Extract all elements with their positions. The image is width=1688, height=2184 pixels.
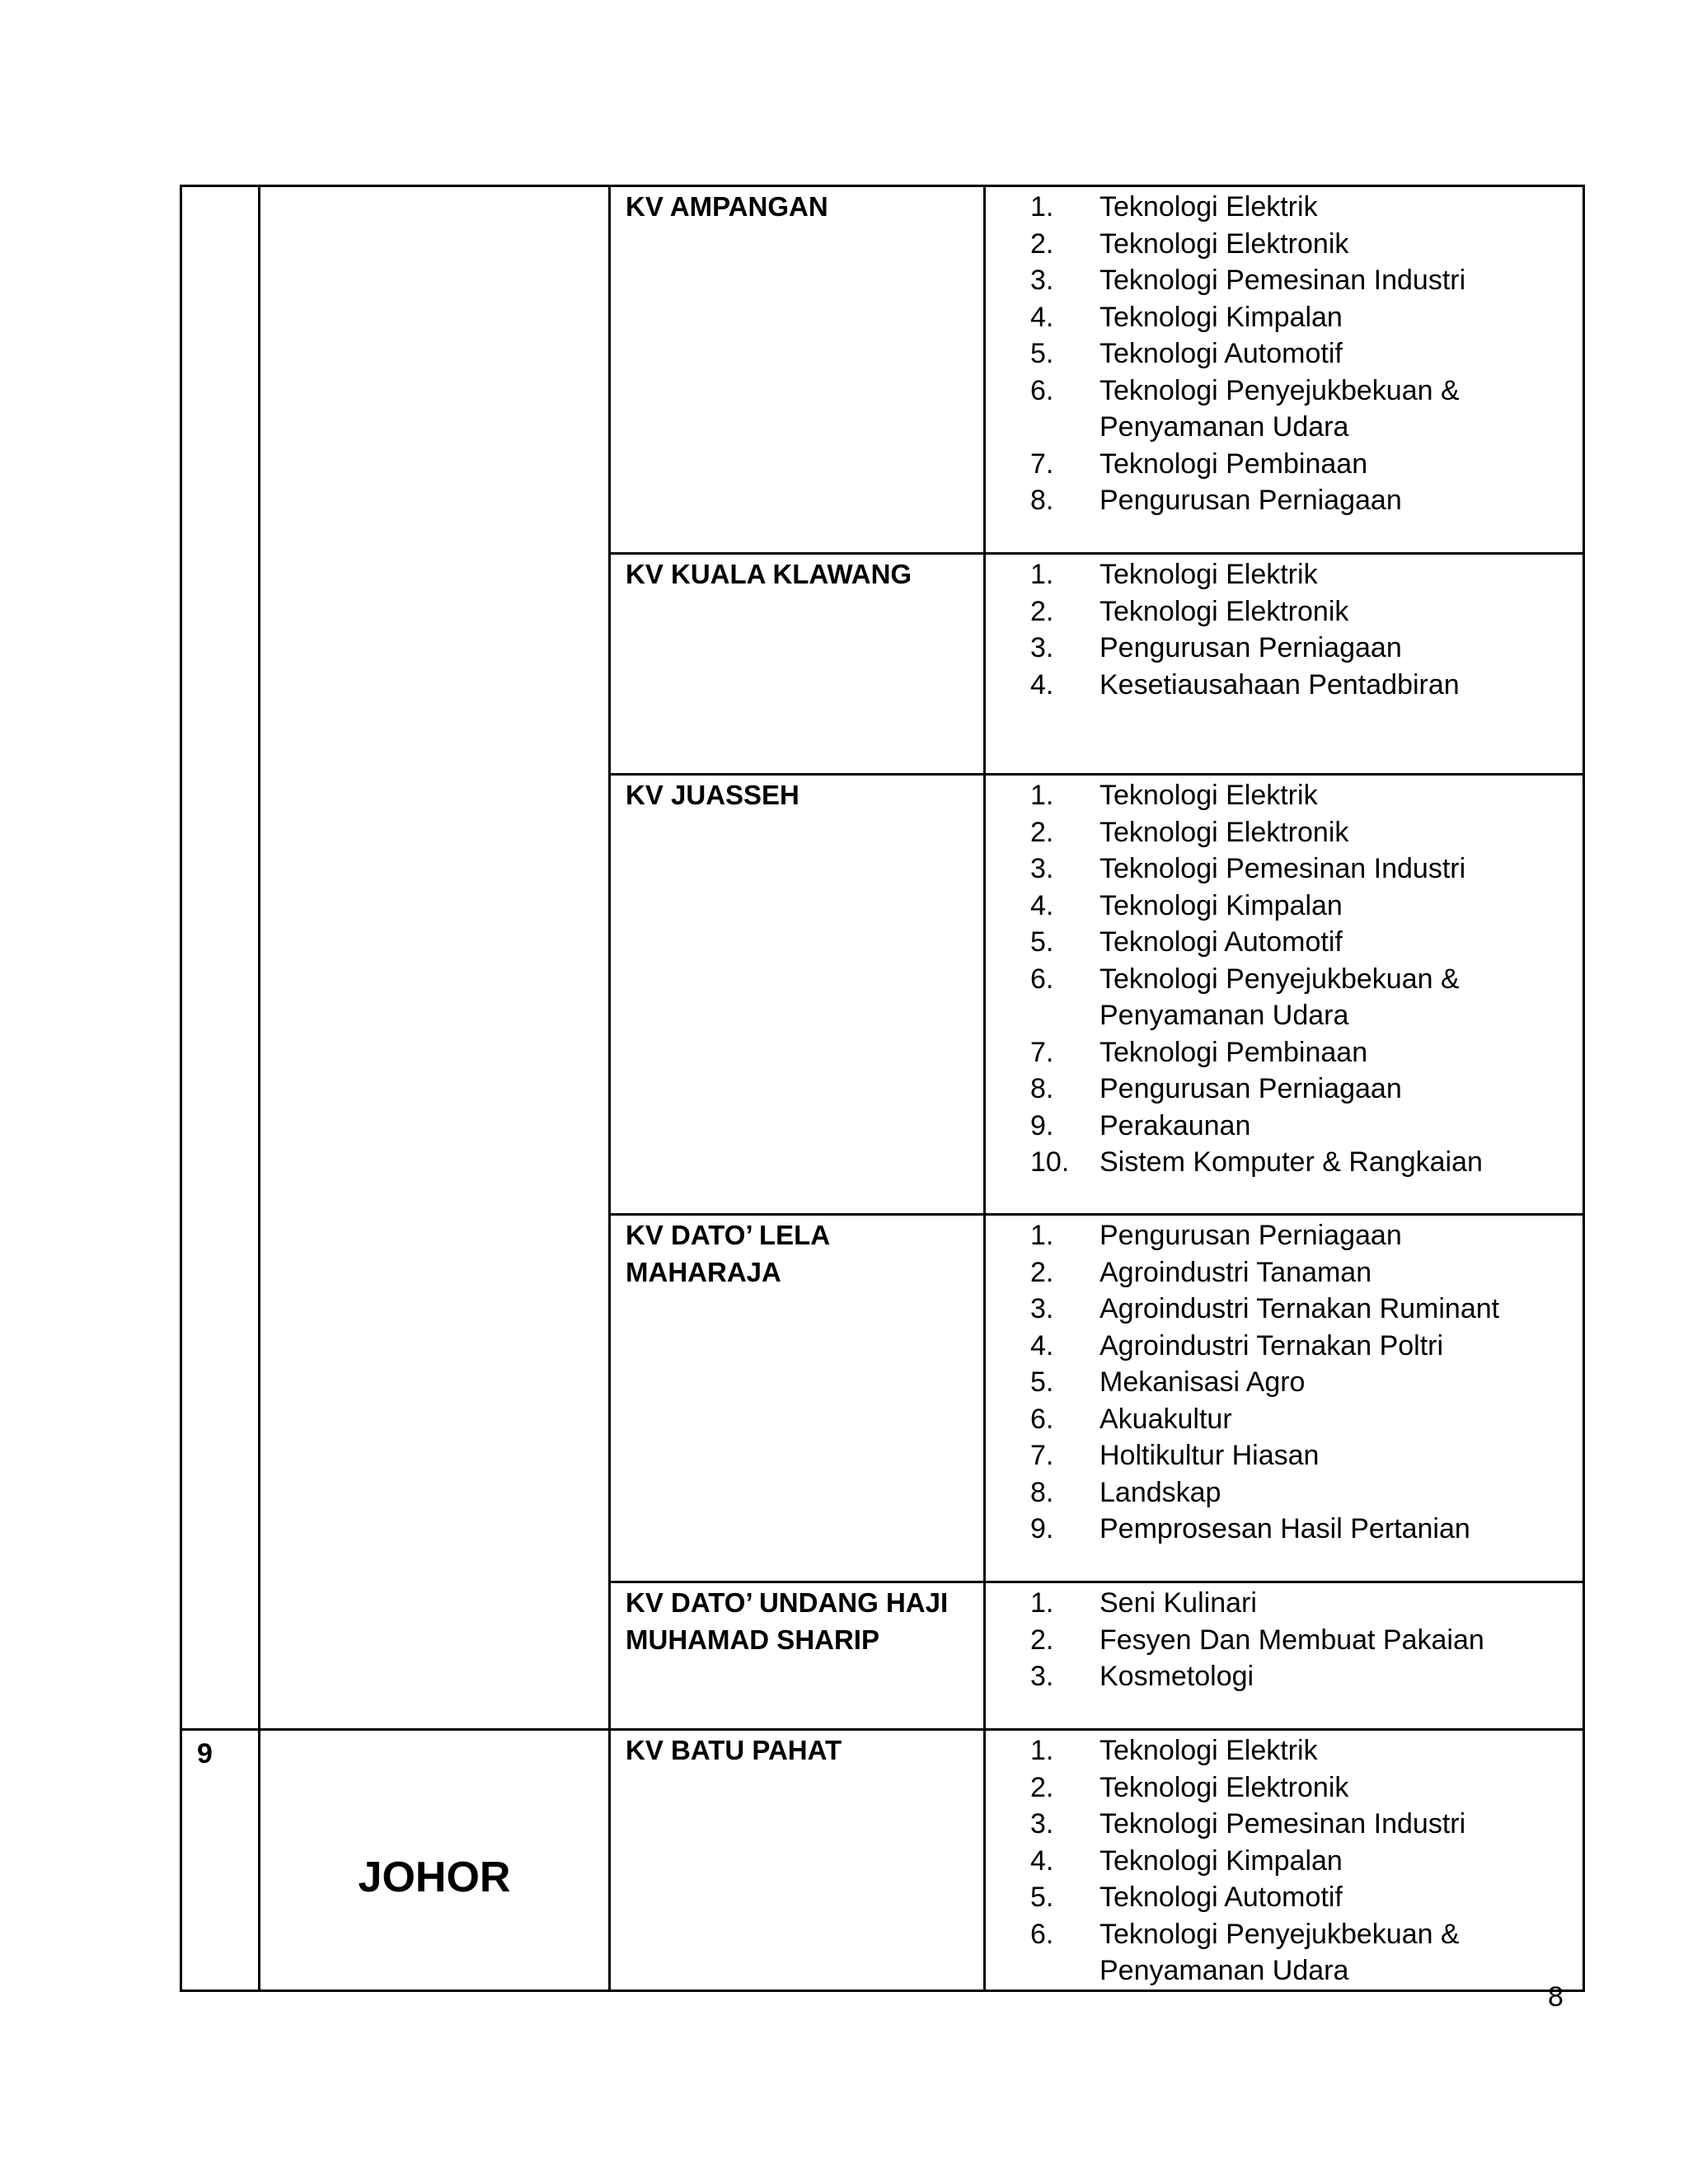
course-item (986, 446, 1582, 483)
course-name: Teknologi Pembinaan (1100, 1036, 1368, 1068)
course-number: 6. (1030, 374, 1054, 406)
course-item (986, 1511, 1582, 1548)
course-name: Akuakultur (1100, 1403, 1232, 1435)
course-item (986, 961, 1582, 1034)
course-number: 7. (1030, 1036, 1054, 1068)
course-number: 1. (1030, 1587, 1054, 1619)
course-name: Teknologi Elektrik (1100, 191, 1318, 223)
course-item (986, 1474, 1582, 1511)
course-number: 4. (1030, 668, 1054, 701)
college-name: KV AMPANGAN (610, 186, 985, 554)
course-list (986, 555, 1582, 703)
course-name: Teknologi Pemesinan Industri (1100, 1808, 1466, 1840)
course-item (986, 335, 1582, 373)
state-cell-empty (260, 186, 610, 1730)
course-item (986, 1806, 1582, 1843)
course-item (986, 667, 1582, 704)
course-number: 4. (1030, 1329, 1054, 1361)
course-name: Teknologi Automotif (1100, 338, 1343, 369)
course-number: 8. (1030, 1476, 1054, 1508)
number-cell-empty (181, 186, 260, 1730)
college-name: KV KUALA KLAWANG (610, 554, 985, 775)
course-name: Seni Kulinari (1100, 1587, 1257, 1619)
course-name: Agroindustri Ternakan Ruminant (1100, 1293, 1500, 1324)
course-list (986, 1731, 1582, 1990)
course-number: 1. (1030, 1220, 1054, 1251)
course-number: 4. (1030, 301, 1054, 333)
course-item (986, 1879, 1582, 1916)
course-item (986, 1144, 1582, 1181)
course-number: 6. (1030, 963, 1054, 995)
course-item (986, 593, 1582, 630)
state-cell (260, 1730, 610, 1991)
course-number: 9. (1030, 1513, 1054, 1544)
course-number: 2. (1030, 1771, 1054, 1803)
course-number: 3. (1030, 1293, 1054, 1324)
course-name: Teknologi Pemesinan Industri (1100, 265, 1466, 296)
course-item (986, 373, 1582, 446)
course-name: Teknologi Elektronik (1100, 227, 1349, 260)
course-name: Sistem Komputer & Rangkaian (1100, 1146, 1483, 1178)
course-item (986, 262, 1582, 299)
course-name: Teknologi Penyejukbekuan & Penyamanan Udara (1100, 374, 1460, 443)
course-number: 1. (1030, 1735, 1054, 1766)
course-item (986, 556, 1582, 593)
course-number: 3. (1030, 632, 1054, 663)
course-name: Landskap (1100, 1476, 1221, 1508)
course-item (986, 1437, 1582, 1474)
course-number: 4. (1030, 1844, 1054, 1877)
course-number: 2. (1030, 816, 1054, 848)
course-number: 5. (1030, 926, 1054, 958)
course-item (986, 1254, 1582, 1291)
course-item (986, 777, 1582, 814)
course-item (986, 1658, 1582, 1695)
course-item (986, 482, 1582, 519)
course-item (986, 189, 1582, 226)
course-name: Pengurusan Perniagaan (1100, 485, 1402, 516)
course-list (986, 1583, 1582, 1695)
course-number: 2. (1030, 1624, 1054, 1656)
course-list (986, 1216, 1582, 1548)
course-name: Pemprosesan Hasil Pertanian (1100, 1513, 1470, 1544)
course-name: Teknologi Elektrik (1100, 780, 1318, 811)
course-number: 4. (1030, 889, 1054, 921)
course-name: Teknologi Pembinaan (1100, 448, 1368, 480)
course-name: Teknologi Kimpalan (1100, 301, 1343, 333)
page-number: 8 (1548, 1981, 1564, 2013)
course-item (986, 1843, 1582, 1880)
course-number: 3. (1030, 265, 1054, 296)
course-number: 2. (1030, 1256, 1054, 1288)
state-name: JOHOR (358, 1854, 511, 1901)
course-name: Teknologi Elektronik (1100, 595, 1349, 627)
college-name: KV DATO’ LELA MAHARAJA (610, 1215, 985, 1582)
course-item (986, 1291, 1582, 1328)
course-name: Agroindustri Tanaman (1100, 1256, 1372, 1288)
course-number: 7. (1030, 1440, 1054, 1471)
course-list (986, 187, 1582, 519)
course-item (986, 924, 1582, 961)
course-item (986, 1328, 1582, 1365)
course-item (986, 226, 1582, 263)
course-name: Teknologi Elektronik (1100, 1771, 1349, 1803)
course-name: Pengurusan Perniagaan (1100, 1220, 1402, 1251)
course-name: Teknologi Automotif (1100, 926, 1343, 958)
course-number: 6. (1030, 1918, 1054, 1950)
college-name: KV JUASSEH (610, 775, 985, 1215)
course-number: 9. (1030, 1109, 1054, 1141)
course-number: 5. (1030, 1882, 1054, 1913)
course-name: Teknologi Elektronik (1100, 816, 1349, 848)
course-item (986, 1401, 1582, 1438)
course-number: 1. (1030, 780, 1054, 811)
course-number: 7. (1030, 448, 1054, 480)
college-name: KV BATU PAHAT (610, 1730, 985, 1991)
course-number: 3. (1030, 1661, 1054, 1692)
table-row (181, 1730, 1584, 1991)
course-name: Holtikultur Hiasan (1100, 1440, 1320, 1471)
course-list (986, 776, 1582, 1181)
course-number: 8. (1030, 1073, 1054, 1104)
course-number: 5. (1030, 1366, 1054, 1398)
course-name: Teknologi Penyejukbekuan & Penyamanan Udara (1100, 963, 1460, 1031)
course-item (986, 1217, 1582, 1254)
course-name: Teknologi Kimpalan (1100, 1844, 1343, 1877)
course-number: 2. (1030, 595, 1054, 627)
course-name: Kosmetologi (1100, 1661, 1254, 1692)
course-item (986, 1071, 1582, 1108)
course-name: Teknologi Elektrik (1100, 559, 1318, 590)
course-number: 8. (1030, 485, 1054, 516)
course-item (986, 1108, 1582, 1145)
course-number: 1. (1030, 559, 1054, 590)
course-name: Teknologi Automotif (1100, 1882, 1343, 1913)
course-name: Perakaunan (1100, 1109, 1251, 1141)
course-number: 5. (1030, 338, 1054, 369)
course-number: 3. (1030, 853, 1054, 884)
college-name: KV DATO’ UNDANG HAJI MUHAMAD SHARIP (610, 1582, 985, 1730)
course-item (986, 1916, 1582, 1990)
course-number: 2. (1030, 227, 1054, 260)
course-item (986, 1585, 1582, 1622)
course-name: Pengurusan Perniagaan (1100, 632, 1402, 663)
course-item (986, 1364, 1582, 1401)
course-name: Teknologi Elektrik (1100, 1735, 1318, 1766)
course-item (986, 1622, 1582, 1659)
course-name: Pengurusan Perniagaan (1100, 1073, 1402, 1104)
course-item (986, 1769, 1582, 1807)
course-item (986, 1034, 1582, 1071)
course-name: Teknologi Kimpalan (1100, 889, 1343, 921)
course-number: 1. (1030, 191, 1054, 223)
course-item (986, 888, 1582, 925)
course-item (986, 851, 1582, 888)
course-name: Teknologi Penyejukbekuan & Penyamanan Udara (1100, 1918, 1460, 1986)
table-row (181, 186, 1584, 554)
course-number: 6. (1030, 1403, 1054, 1435)
course-name: Mekanisasi Agro (1100, 1366, 1306, 1398)
course-name: Agroindustri Ternakan Poltri (1100, 1329, 1444, 1361)
row-number: 9 (181, 1730, 260, 1991)
course-item (986, 1732, 1582, 1769)
course-item (986, 630, 1582, 667)
college-course-table (180, 185, 1585, 1992)
course-name: Teknologi Pemesinan Industri (1100, 853, 1466, 884)
course-item (986, 299, 1582, 336)
course-number: 3. (1030, 1808, 1054, 1840)
course-name: Kesetiausahaan Pentadbiran (1100, 668, 1460, 701)
course-number: 10. (1030, 1146, 1070, 1178)
course-item (986, 814, 1582, 851)
course-name: Fesyen Dan Membuat Pakaian (1100, 1624, 1484, 1656)
